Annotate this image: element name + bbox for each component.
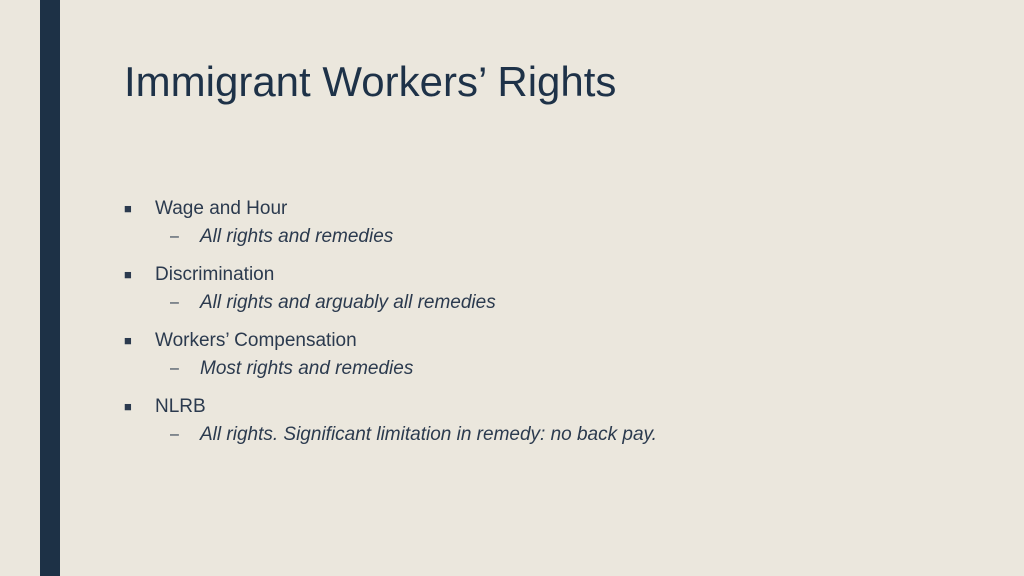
list-item-label: NLRB bbox=[155, 396, 206, 417]
list-item-nlrb bbox=[124, 394, 984, 450]
list-subitem-label: All rights. Significant limitation in remedy: no back pay. bbox=[200, 424, 657, 445]
square-bullet-icon: ■ bbox=[124, 201, 132, 216]
list-subitem-label: All rights and arguably all remedies bbox=[200, 292, 496, 313]
accent-bar bbox=[40, 0, 60, 576]
bullet-list bbox=[124, 196, 984, 460]
dash-bullet-icon: – bbox=[170, 294, 179, 311]
dash-bullet-icon: – bbox=[170, 360, 179, 377]
list-item-label: Workers’ Compensation bbox=[155, 330, 357, 351]
square-bullet-icon: ■ bbox=[124, 267, 132, 282]
list-item-label: Wage and Hour bbox=[155, 198, 288, 219]
square-bullet-icon: ■ bbox=[124, 399, 132, 414]
list-subitem-label: Most rights and remedies bbox=[200, 358, 414, 379]
list-subitem-label: All rights and remedies bbox=[200, 226, 394, 247]
dash-bullet-icon: – bbox=[170, 426, 179, 443]
dash-bullet-icon: – bbox=[170, 228, 179, 245]
list-item-wage-and-hour bbox=[124, 196, 984, 252]
slide-title: Immigrant Workers’ Rights bbox=[124, 58, 617, 105]
list-item-workers-compensation bbox=[124, 328, 984, 384]
list-item-discrimination bbox=[124, 262, 984, 318]
list-item-label: Discrimination bbox=[155, 264, 275, 285]
square-bullet-icon: ■ bbox=[124, 333, 132, 348]
